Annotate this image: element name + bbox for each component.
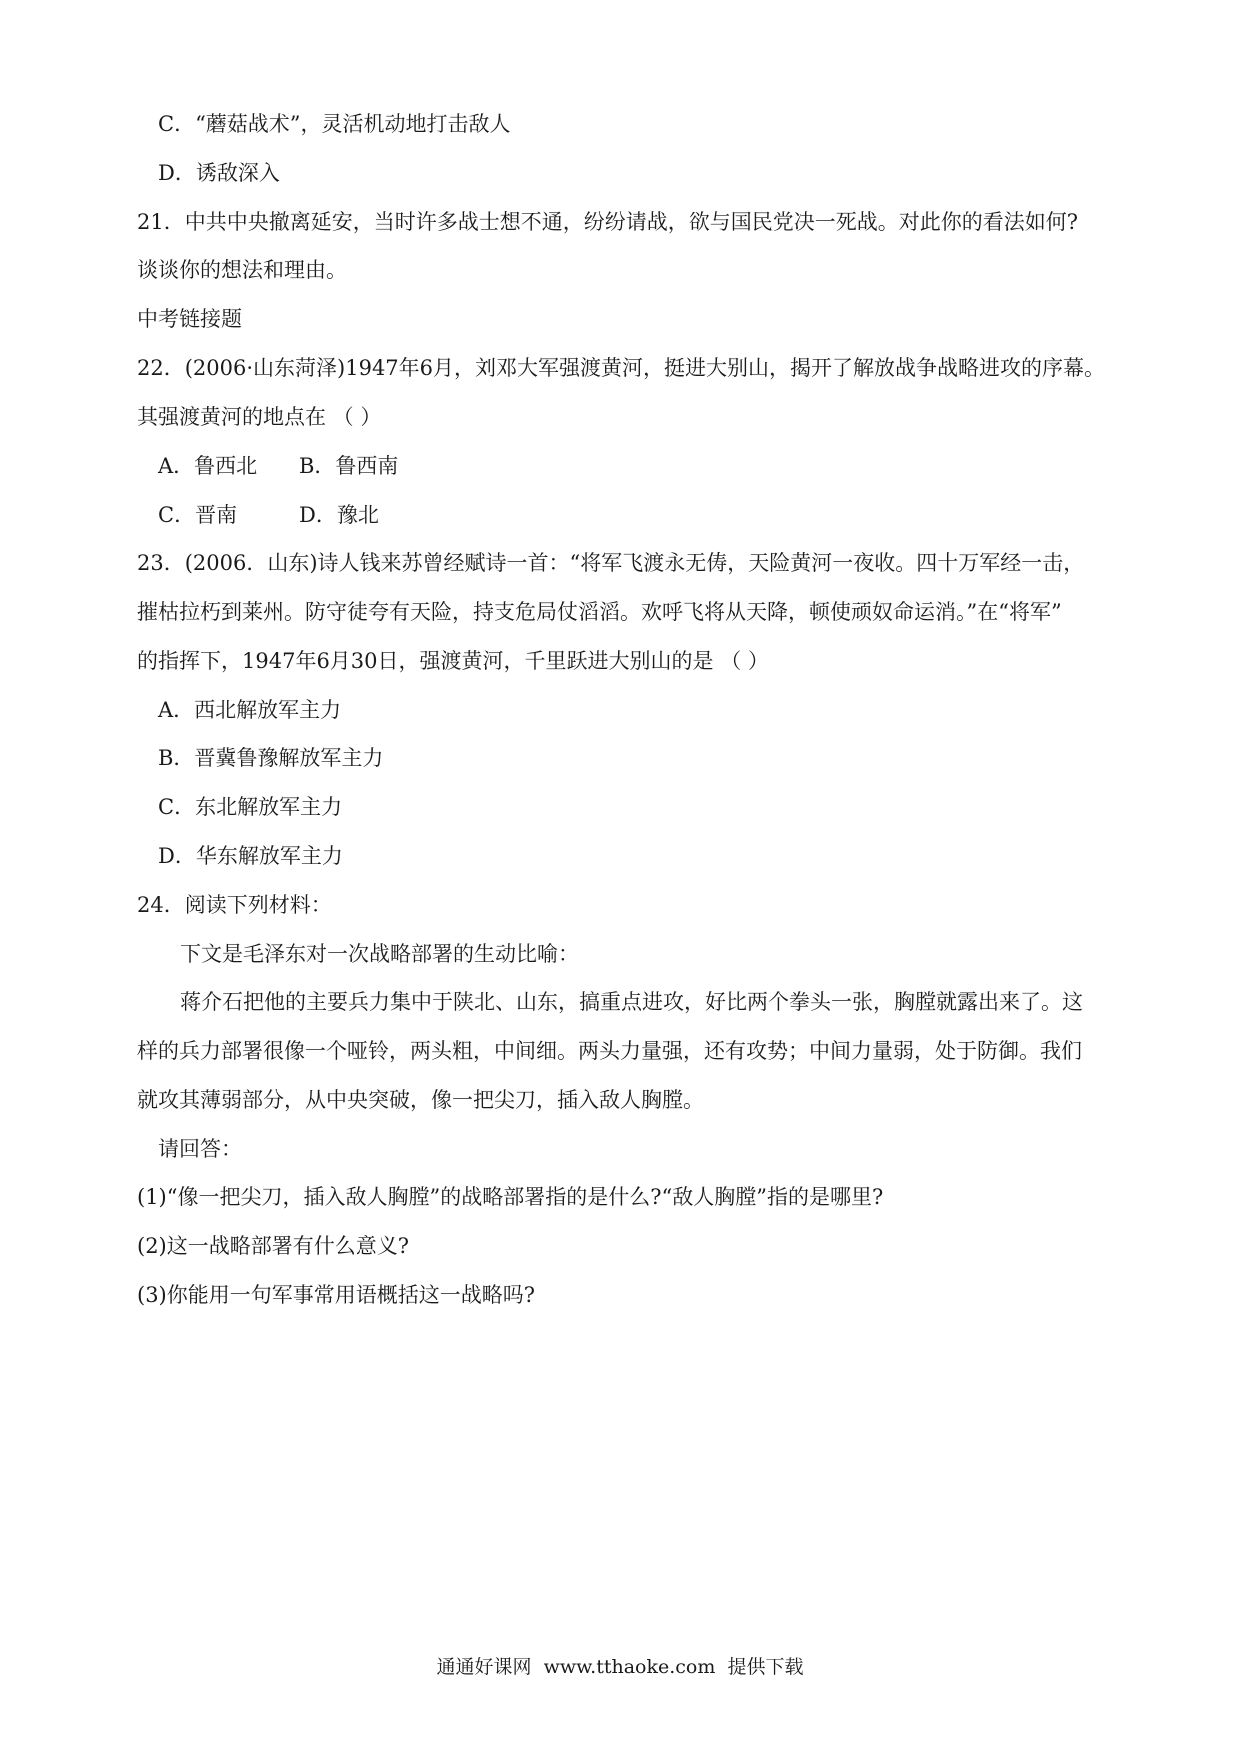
q24-material-intro: 下文是毛泽东对一次战略部署的生动比喻： <box>180 942 579 966</box>
q24-material-line-3: 就攻其薄弱部分，从中央突破，像一把尖刀，插入敌人胸膛。 <box>137 1088 704 1112</box>
q23-option-b: B．晋冀鲁豫解放军主力 <box>158 746 384 770</box>
q23-option-d: D．华东解放军主力 <box>158 844 343 868</box>
footer-url-link[interactable]: www.tthaoke.com <box>543 1656 716 1678</box>
page-footer <box>0 1652 1240 1682</box>
q24-prompt: 请回答： <box>158 1137 242 1161</box>
footer-suffix: 提供下载 <box>727 1656 804 1678</box>
q23-option-a: A．西北解放军主力 <box>158 698 342 722</box>
q23-text-line-1: 23．(2006．山东)诗人钱来苏曾经赋诗一首：“将军飞渡永无俦，天险黄河一夜收。四十万军经一击， <box>137 551 1085 575</box>
q24-sub-question-1: (1)“像一把尖刀，插入敌人胸膛”的战略部署指的是什么?“敌人胸膛”指的是哪里? <box>137 1185 884 1209</box>
q23-text-line-3: 的指挥下，1947年6月30日，强渡黄河，千里跃进大别山的是 （ ） <box>137 649 769 673</box>
q22-option-d: D．豫北 <box>299 503 379 527</box>
q23-option-c: C．东北解放军主力 <box>158 795 343 819</box>
footer-site-name: 通通好课网 <box>436 1656 532 1678</box>
q22-option-c: C．晋南 <box>158 503 238 527</box>
q24-sub-question-3: (3)你能用一句军事常用语概括这一战略吗? <box>137 1283 536 1307</box>
q24-heading: 24．阅读下列材料： <box>137 893 332 917</box>
q24-sub-question-2: (2)这一战略部署有什么意义? <box>137 1234 410 1258</box>
q23-text-line-2: 摧枯拉朽到莱州。防守徒夸有天险，持支危局仗滔滔。欢呼飞将从天降，顿使顽奴命运消。”在“将军” <box>137 600 1062 624</box>
q20-option-c: C．“蘑菇战术”，灵活机动地打击敌人 <box>158 112 511 136</box>
q21-text-line-2: 谈谈你的想法和理由。 <box>137 258 347 282</box>
q24-material-line-1: 蒋介石把他的主要兵力集中于陕北、山东，搞重点进攻，好比两个拳头一张，胸膛就露出来了。这 <box>180 990 1083 1014</box>
q22-option-b: B．鲁西南 <box>299 454 399 478</box>
q22-option-a: A．鲁西北 <box>158 454 258 478</box>
q22-text-line-2: 其强渡黄河的地点在 （ ） <box>137 405 382 429</box>
q22-text-line-1: 22．(2006·山东菏泽)1947年6月，刘邓大军强渡黄河，挺进大别山，揭开了解放战争战略进攻的序幕。 <box>137 356 1106 380</box>
section-heading: 中考链接题 <box>137 307 242 331</box>
q21-text-line-1: 21．中共中央撤离延安，当时许多战士想不通，纷纷请战，欲与国民党决一死战。对此你的看法如何? <box>137 210 1078 234</box>
q20-option-d: D．诱敌深入 <box>158 161 280 185</box>
q24-material-line-2: 样的兵力部署很像一个哑铃，两头粗，中间细。两头力量强，还有攻势；中间力量弱，处于防御。我们 <box>137 1039 1082 1063</box>
